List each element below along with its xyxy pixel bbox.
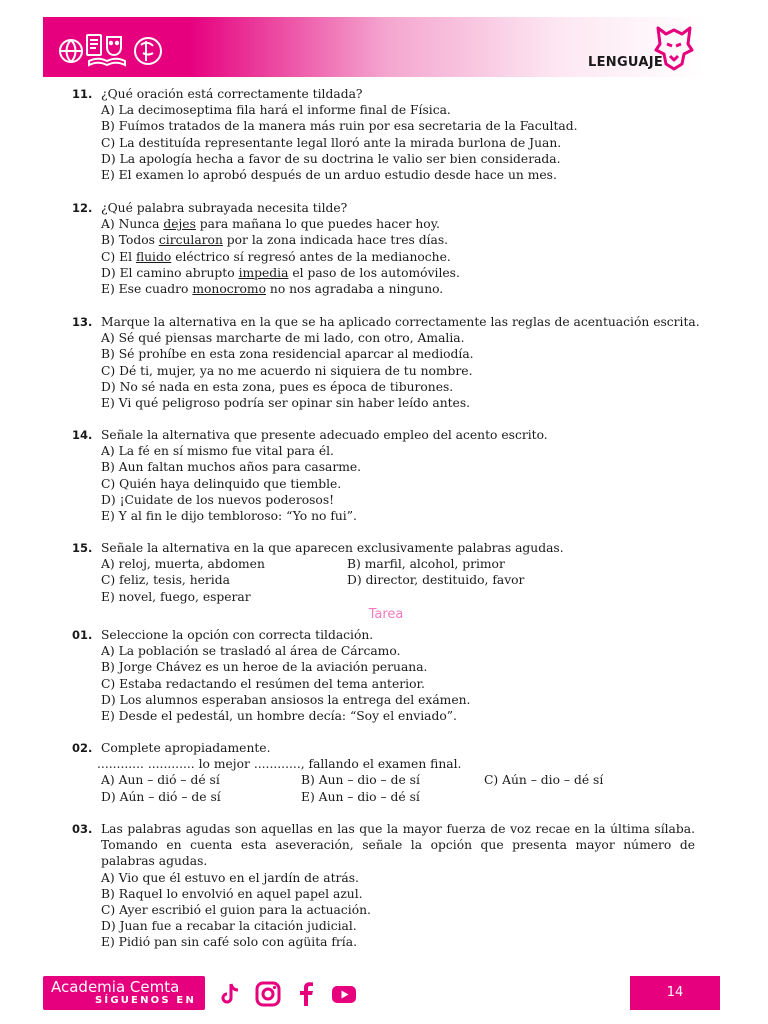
underlined-word: impedia xyxy=(238,265,289,280)
question-text: ¿Qué palabra subrayada necesita tilde? xyxy=(101,201,348,215)
question-number: 13. xyxy=(72,315,93,329)
head-profile-icon xyxy=(135,38,161,64)
question-text: Las palabras agudas son aquellas en las que la mayor fuerza de voz recae en la última sílaba. Tomando en cuenta esta aseveración, señale la opción que presenta mayor número de palabras agudas. xyxy=(101,822,695,869)
brand-name: Academia Cemta xyxy=(51,978,180,996)
option-b: B) Fuímos tratados de la manera más ruin por esa secretaria de la Facultad. xyxy=(101,119,578,134)
option-c: C) Dé ti, mujer, ya no me acuerdo ni siquiera de tu nombre. xyxy=(101,363,473,378)
option-a: A) Aun – dió – dé sí xyxy=(101,773,220,788)
option-b: B) Todos circularon por la zona indicada hace tres días. xyxy=(101,233,449,248)
option-c: C) Ayer escribió el guion para la actuación. xyxy=(101,903,371,917)
option-a: A) reloj, muerta, abdomen xyxy=(101,557,265,572)
tiktok-icon[interactable] xyxy=(216,980,244,1008)
option-a: A) Vio que él estuvo en el jardín de atrás. xyxy=(101,870,359,885)
option-d: D) No sé nada en esta zona, pues es época de tiburones. xyxy=(101,379,454,394)
youtube-icon[interactable] xyxy=(330,980,358,1008)
option-e: E) Pidió pan sin café solo con agüita fría. xyxy=(101,935,357,950)
option-d: D) director, destituido, favor xyxy=(347,573,525,588)
option-c: C) Aún – dio – dé sí xyxy=(484,773,604,788)
option-e: E) Ese cuadro monocromo no nos agradaba a ninguno. xyxy=(101,282,444,296)
theater-masks-icon xyxy=(107,37,121,55)
question-text: Señale la alternativa que presente adecuado empleo del acento escrito. xyxy=(101,428,548,442)
books-icon xyxy=(87,35,101,55)
option-c: C) Quién haya delinquido que tiemble. xyxy=(101,476,342,491)
globe-icon xyxy=(60,40,82,62)
option-a: A) La fé en sí mismo fue vital para él. xyxy=(101,444,334,459)
page-number: 14 xyxy=(630,976,720,1010)
option-b: B) Aun faltan muchos años para casarme. xyxy=(101,460,362,475)
option-e: E) Vi qué peligroso podría ser opinar sin haber leído antes. xyxy=(101,396,471,410)
question-number: 15. xyxy=(72,541,93,555)
option-c: C) El fluido eléctrico sí regresó antes de la medianoche. xyxy=(101,249,451,264)
facebook-icon[interactable] xyxy=(292,980,320,1008)
option-b: B) marfil, alcohol, primor xyxy=(347,557,505,572)
question-number: 02. xyxy=(72,741,93,755)
option-d: D) El camino abrupto impedia el paso de los automóviles. xyxy=(101,265,460,280)
option-c: C) Estaba redactando el resúmen del tema anterior. xyxy=(101,676,425,691)
option-d: D) Los alumnos esperaban ansiosos la entrega del exámen. xyxy=(101,692,471,707)
option-c: C) feliz, tesis, herida xyxy=(101,573,230,588)
option-e: E) El examen lo aprobó después de un arduo estudio desde hace un mes. xyxy=(101,168,557,182)
option-b: B) Jorge Chávez es un heroe de la aviación peruana. xyxy=(101,660,428,675)
subject-title: LENGUAJE xyxy=(588,55,664,70)
open-book-icon xyxy=(89,59,125,65)
question-number: 11. xyxy=(72,87,93,101)
lion-head-logo xyxy=(652,24,696,72)
underlined-word: monocromo xyxy=(192,282,266,296)
question-text: Seleccione la opción con correcta tildación. xyxy=(101,628,374,642)
option-d: D) Juan fue a recabar la citación judicial. xyxy=(101,919,357,934)
option-e: E) Y al fin le dijo tembloroso: “Yo no fui”. xyxy=(101,509,357,523)
header-illustration-icons xyxy=(53,27,203,69)
question-text: Complete apropiadamente. xyxy=(101,741,271,755)
question-number: 01. xyxy=(72,628,93,642)
option-e: E) novel, fuego, esperar xyxy=(101,589,251,604)
option-e: E) Desde el pedestál, un hombre decía: “Soy el enviado”. xyxy=(101,709,457,723)
question-number: 03. xyxy=(72,822,93,836)
tarea-heading: Tarea xyxy=(368,607,404,622)
option-e: E) Aun – dio – dé sí xyxy=(301,789,420,804)
follow-us-label: SÍGUENOS EN xyxy=(95,995,197,1006)
option-d: D) ¡Cuidate de los nuevos poderosos! xyxy=(101,492,335,507)
option-a: A) Sé qué piensas marcharte de mi lado, con otro, Amalia. xyxy=(101,331,465,346)
option-c: C) La destituída representante legal lloró ante la mirada burlona de Juan. xyxy=(101,135,562,150)
option-a: A) La decimoseptima fila hará el informe final de Física. xyxy=(101,103,451,118)
question-number: 12. xyxy=(72,201,93,215)
question-number: 14. xyxy=(72,428,93,442)
blank-line: ............ ............ lo mejor ............, fallando el examen final. xyxy=(97,757,462,772)
option-a: A) La población se trasladó al área de Cárcamo. xyxy=(101,644,401,659)
option-b: B) Sé prohíbe en esta zona residencial aparcar al mediodía. xyxy=(101,347,474,362)
option-d: D) Aún – dió – de sí xyxy=(101,789,221,804)
option-d: D) La apología hecha a favor de su doctrina le valio ser bien considerada. xyxy=(101,151,561,166)
instagram-icon[interactable] xyxy=(254,980,282,1008)
option-b: B) Aun – dio – de sí xyxy=(301,773,420,788)
question-text: Marque la alternativa en la que se ha aplicado correctamente las reglas de acentuación escrita. xyxy=(101,315,700,329)
header-band xyxy=(43,17,705,77)
footer-brand-box xyxy=(43,976,205,1010)
question-text: ¿Qué oración está correctamente tildada? xyxy=(101,87,363,101)
question-text: Señale la alternativa en la que aparecen exclusivamente palabras agudas. xyxy=(101,541,564,555)
underlined-word: dejes xyxy=(163,217,196,232)
underlined-word: fluido xyxy=(135,249,172,264)
option-a: A) Nunca dejes para mañana lo que puedes hacer hoy. xyxy=(101,217,440,232)
option-b: B) Raquel lo envolvió en aquel papel azul. xyxy=(101,886,363,901)
underlined-word: circularon xyxy=(158,233,223,248)
